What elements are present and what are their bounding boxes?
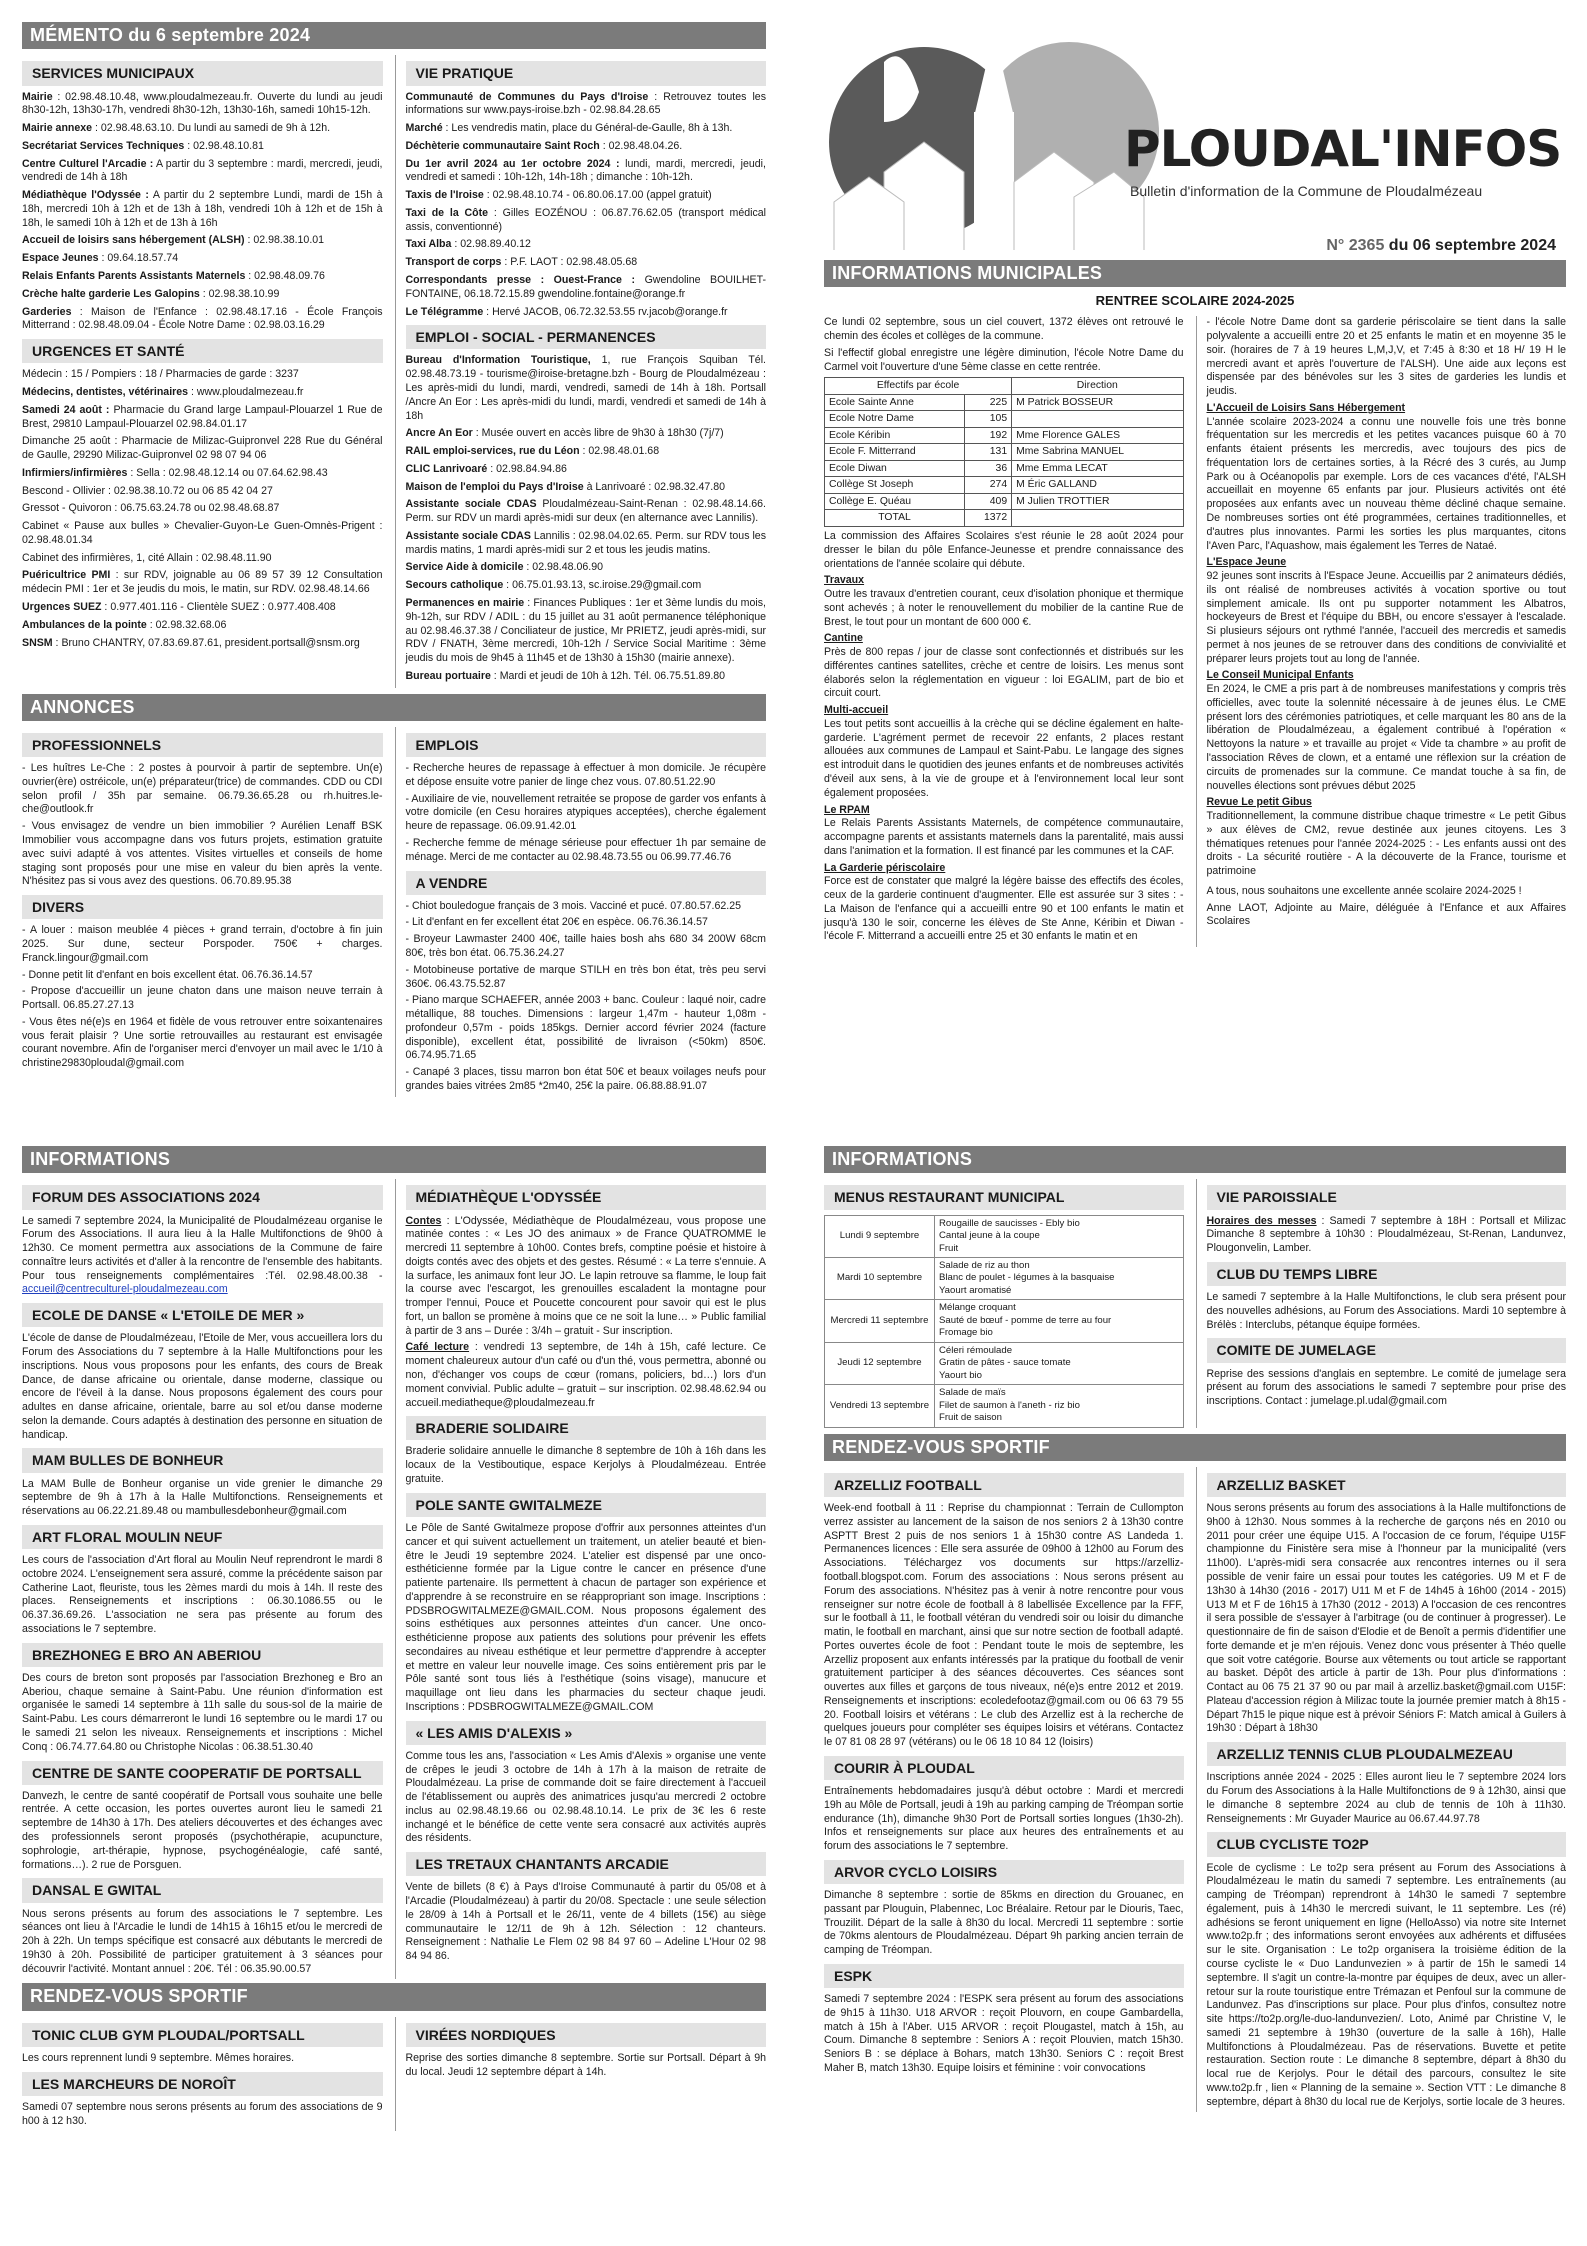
travaux-text: Outre les travaux d'entretien courant, ceux d'isolation phonique et thermique sont achevés ; à noter le renouvellement du mobilier de la cantine Rue de Brest, le tout pour un montant de 600 000 €. xyxy=(824,588,1184,628)
menu-table xyxy=(824,1215,1184,1428)
arvor-text: Dimanche 8 septembre : sortie de 85kms en direction du Grouanec, en passant par Plouguin, Plabennec, Loc Bréalaire. Retour par le Diouris, Taec, Trouzilit. Départ de la salle à 8h30 du local. Mercredi 11 septembre : sortie de 70kms alentours de Ploudalmézeau. Départ 9h parking ancien terrain de camping de Tréompan. xyxy=(824,1889,1184,1957)
arvor-heading: ARVOR CYCLO LOISIRS xyxy=(824,1860,1184,1884)
issue-number: N° 2365 xyxy=(1326,237,1385,254)
memento-entry: Marché : Les vendredis matin, place du Général-de-Gaulle, 8h à 13h. xyxy=(405,122,733,135)
amis-alexis-text: Comme tous les ans, l'association « Les Amis d'Alexis » organise une vente de crêpes le jeudi 3 octobre de 14h à 17h à la maison de retraite de Ploudalmézeau. La prise de commande doit se faire directement à l'accueil de l'établissement ou auprès des animatrices jusqu'au mercredi 2 octobre inclus au 02.98.48.19.66 ou 02.98.48.10.14. Le prix de 3€ les 6 reste inchangé et le bénéfice de cette vente sera consacré aux activités auprès des résidents. xyxy=(405,1749,766,1845)
mediatheque-heading: MÉDIATHÈQUE L'ODYSSÉE xyxy=(406,1185,767,1209)
memento-entry: Le Télégramme : Hervé JACOB, 06.72.32.53.55 rv.jacob@orange.fr xyxy=(405,305,728,318)
effectifs-header: Effectifs par école xyxy=(825,378,1012,395)
basket-heading: ARZELLIZ BASKET xyxy=(1207,1473,1567,1497)
masthead xyxy=(824,22,1566,260)
issue-date: du 06 septembre 2024 xyxy=(1384,237,1556,254)
effectifs-row: Ecole Sainte Anne 225 M Patrick BOSSEUR xyxy=(825,394,1184,411)
commission-text: La commission des Affaires Scolaires s'est réunie le 28 août 2024 pour dresser le bilan du pôle Enfance-Jeunesse et prendre connaissance des orientations de l'année scolaire qui débute. xyxy=(824,529,1184,570)
closing-wish: A tous, nous souhaitons une excellente année scolaire 2024-2025 ! xyxy=(1206,884,1522,897)
emplois-heading: EMPLOIS xyxy=(406,733,767,757)
jumelage-heading: COMITE DE JUMELAGE xyxy=(1207,1338,1567,1362)
temps-libre-text: Le samedi 7 septembre à la Halle Multifonctions, le club sera présent pour des nouvelles adhésions, au Forum des Associations. Mardi 10 septembre à Brélès : Interclubs, pétanque équipe formées. xyxy=(1206,1291,1566,1331)
memento-quadrant xyxy=(22,22,766,1112)
tennis-text: Inscriptions année 2024 - 2025 : Elles auront lieu le 7 septembre 2024 lors du Forum des Associations à la Halle Multifonctions de 9 à 12h30, ainsi que le dimanche 8 septembre 2024 au club de tennis de 10h à 11h30. Renseignements : Mr Guyader Maurice au 06.67.44.97.78 xyxy=(1206,1771,1566,1825)
tretaux-heading: LES TRETAUX CHANTANTS ARCADIE xyxy=(406,1852,767,1876)
basket-text: Nous serons présents au forum des associations à la Halle multifonctions de 9h00 à 12h30. Nous sommes à la recherche de garçons nés en 2010 ou 2011 pour créer une équipe U15. A l'occasion de ce forum, l'équipe U15F championne du Finistère sera mise à l'honneur par la municipalité (vers 11h00). L'après-midi sera consacrée aux rencontres internes ou il sera possible de venir faire un essai pour toutes les catégories. U9 M et F de 13h30 à 14h30 (2016 - 2017) U11 M et F de 14h45 à 16h00 (2014 - 2015) U13 M et F de 16h15 à 17h30 (2012 - 2013) A l'occasion de ces rencontres il sera possible de s'essayer à l'arbitrage (ou de continuer à progresser). Le questionnaire de fin de saison d'Elodie et de Benoît a permis d'identifier une forte demande et je m'en réjouis. Venez donc vous présenter à Théo quelle que soit votre catégorie. Bourse aux vêtements ou tout article se rapportant au basket. Dépôt des article à partir de 13h. Pour plus d'informations : Contact au 06 75 21 37 90 ou par mail à arzelliz.basket@gmail.com U15F: Plateau d'accession région à Milizac toute la journée premier match à 8h15 - Départ 7h15 le pique nique est à prévoir Séniors F: Match amical à Guilers à 19h30 : Départ à 18h30 xyxy=(1206,1502,1566,1735)
effectifs-row: Collège St Joseph 274 M Éric GALLAND xyxy=(825,477,1184,494)
braderie-text: Braderie solidaire annuelle le dimanche 8 septembre de 10h à 16h dans les locaux de la Vestiboutique, espace Kerjolys à Ploudalmézeau. Entrée gratuite. xyxy=(405,1445,766,1486)
cme-text: En 2024, le CME a pris part à de nombreuses manifestations y compris très officielles, avec toute la solennité nécessaire à de jeunes élus. Le CME présent lors des cérémonies patriotiques, et celle marquant les 80 ans de la libération de Ploudalmézeau, a également contribué à l'opération « Nettoyons la nature » et travaille au projet « Vide ta chambre » au profit de l'association Rêves de clown, et a entamé une réflexion sur la création de circuits de promenades sur la commune. Ce mandat touche à sa fin, de nouvelles élections sont prévues début 2025 xyxy=(1206,683,1566,792)
issue-info xyxy=(1326,236,1556,257)
dansal-text: Nous serons présents au forum des associations le 7 septembre. Les séances ont lieu à l'Arcadie le lundi de 14h15 à 16h15 et/ou le mercredi de 20h à 22h. Un temps spécifique est consacré aux débutants le mercredi de 19h30 à 20h. Possibilité de participer gratuitement à 3 séances pour découvrir l'activité. Montant annuel : 20€. Tél : 06.35.90.00.57 xyxy=(22,1907,383,1975)
menus-heading: MENUS RESTAURANT MUNICIPAL xyxy=(824,1185,1184,1209)
annonce-item: - Les huîtres Le-Che : 2 postes à pourvoir à partir de septembre. Un(e) ouvrier(ère) ostréicole, un(e) préparateur(trice) de commandes. CDD ou CDI selon profil / 35h par semaine. 06.79.36.65.28 ou rh.huitres.le-che@outlook.fr xyxy=(22,762,383,816)
alsh-heading: L'Accueil de Loisirs Sans Hébergement xyxy=(1206,401,1406,414)
memento-entry: SNSM : Bruno CHANTRY, 07.83.69.87.61, president.portsall@snsm.org xyxy=(22,636,360,649)
rpam-text: Le Relais Parents Assistants Maternels, de compétence communautaire, accompagne parents et assistants maternels dans la parentalité, mais aussi dans l'animation et la formation. Il est financé par les communes et la CAF. xyxy=(824,817,1184,857)
memento-entry: Communauté de Communes du Pays d'Iroise : Retrouvez toutes les informations sur www.pays-iroise.bzh - 02.98.84.28.65 xyxy=(405,90,766,117)
rpam-heading: Le RPAM xyxy=(824,803,870,816)
memento-entry: Maison de l'emploi du Pays d'Iroise à Lanrivoaré : 02.98.32.47.80 xyxy=(405,480,725,493)
temps-libre-heading: CLUB DU TEMPS LIBRE xyxy=(1207,1262,1567,1286)
annonce-item: - Recherche heures de repassage à effectuer à mon domicile. Je récupère et dépose ensuite votre panier de linge chez vous. 07.80.51.22.90 xyxy=(405,762,766,788)
centre-sante-text: Danvezh, le centre de santé coopératif de Portsall vous souhaite une belle rentrée. A cette occasion, les portes ouvertes auront lieu le samedi 21 septembre de 14h30 à 17h. Des ateliers découvertes et des échanges avec des professionnels seront proposés (psychothérapie, acupuncture, sophrologie, art-thérapie, hypnose, psychogénéalogie, café santé, formations…). 2 rue de Porsguen. xyxy=(22,1789,383,1871)
annonce-item: - Vous envisagez de vendre un bien immobilier ? Aurélien Lenaff BSK Immobilier vous accompagne dans vos futurs projets, estimation gratuite avec suivi adapté à vos attentes. Visites virtuelles et conseils de home staging sont proposés pour une mise en valeur du bien après la vente. N'hésitez pas si vous avez des questions. 06.70.89.95.38 xyxy=(22,820,383,888)
informations-title-right: INFORMATIONS xyxy=(824,1146,1566,1173)
mam-text: La MAM Bulle de Bonheur organise un vide grenier le dimanche 29 septembre de 9h à 17h à la Halle Multifonctions. Renseignements et réservations au 06.22.21.89.48 ou mambullesdebonheur@gmail.com xyxy=(22,1477,383,1518)
memento-entry: Du 1er avril 2024 au 1er octobre 2024 : lundi, mardi, mercredi, jeudi, vendredi et samedi : 10h-12h, 14h-18h ; dimanche : 10h-12h. xyxy=(405,157,766,184)
espace-jeune-text: 92 jeunes sont inscrits à l'Espace Jeune. Accueillis par 2 animateurs dédiés, ils ont réalisé de nombreuses activités à vocation sportive ou tout simplement amicale. Ils ont pu supporter notamment les Albatros, hockeyeurs de Brest et l'équipe du BBH, ou encore s'essayer à l'escalade. Si plusieurs séjours ont rythmé l'année, l'accueil des mercredis et samedis permet à nos jeunes de se retrouver dans des conditions de convivialité et préparer leurs projets tout au long de l'année. xyxy=(1206,570,1566,665)
memento-entry: Assistante sociale CDAS Lannilis : 02.98.04.02.65. Perm. sur RDV tous les mardis matins, 1 mardi après-midi sur 2 et tous les jeudis matins. xyxy=(405,529,766,556)
tretaux-text: Vente de billets (8 €) à Pays d'Iroise Communauté à partir du 05/08 et à l'Arcadie (Ploudalmézeau) à partir du 20/08. Spectacle : une seule sélection le 28/09 à 14h à Portsall et le 26/11, vente de 4 billets (15€) au siège communautaire le 12/11 de 9h à 12h. Sélection : 12 chanteurs. Renseignement : Nathalie Le Flem 02 98 84 97 60 – Adeline L'Hour 02 98 84 94 86. xyxy=(405,1881,766,1963)
memento-entry: Déchèterie communautaire Saint Roch : 02.98.48.04.26. xyxy=(405,139,683,152)
marcheurs-text: Samedi 07 septembre nous serons présents au forum des associations de 9 h00 à 12 h30. xyxy=(22,2100,383,2127)
espk-heading: ESPK xyxy=(824,1964,1184,1988)
art-floral-text: Les cours de l'association d'Art floral au Moulin Neuf reprendront le mardi 8 octobre 2024. L'enseignement sera assuré, comme la précédente saison par Catherine Laot, fleuriste, tous les 2èmes mardi du mois à 14h. Il reste des places. Renseignements et inscriptions : 06.30.1086.55 ou le 06.37.36.69.26. L'association ne sera pas présente au forum des associations le 7 septembre. xyxy=(22,1554,383,1635)
services-list xyxy=(22,91,383,333)
effectifs-table xyxy=(824,377,1184,527)
multi-accueil-heading: Multi-accueil xyxy=(824,704,889,717)
effectifs-total-row: TOTAL 1372 xyxy=(825,510,1184,527)
a-vendre-list xyxy=(406,900,767,1094)
memento-entry: Permanences en mairie : Finances Publiques : 1er et 3ème lundis du mois, 9h-12h, sur RDV / ADIL : du 15 juillet au 31 août permanence téléphonique au 02.98.46.37.38 / Conciliateur de justice, Mr PRIETZ, jeudi après-midi, sur RDV / FNATH, 3ème mercredi, 10h-12h / Service Social Maritime : 3ème jeudis du mois de 9h45 à 11h45 et de 13h30 à 15h30 (mairie annexe). xyxy=(405,596,766,665)
danse-text: L'école de danse de Ploudalmézeau, l'Etoile de Mer, vous accueillera lors du Forum des Associations du 7 septembre à la Halle Multifonctions pour les inscriptions. Nous vous proposons pour les enfants, des cours de Break Dance, de danse africaine ou orientale, danse moderne, classique ou encore de l'éveil à la danse. Nous proposons également des cours pour adultes en danse africaine, orientale, barre au sol et/ou danse moderne selon la demande. Cours adaptés à destination des personne en situation de handicap. xyxy=(22,1332,383,1441)
memento-entry: Infirmiers/infirmières : Sella : 02.98.48.12.14 ou 07.64.62.98.43 xyxy=(22,466,328,479)
memento-entry: Médecins, dentistes, vétérinaires : www.ploudalmezeau.fr xyxy=(22,386,304,399)
memento-entry: Mairie annexe : 02.98.48.63.10. Du lundi au samedi de 9h à 12h. xyxy=(22,122,331,135)
dansal-heading: DANSAL E GWITAL xyxy=(22,1878,383,1902)
memento-entry: Relais Enfants Parents Assistants Maternels : 02.98.48.09.76 xyxy=(22,270,325,282)
annonce-item: - Motobineuse portative de marque STILH en très bon état, très peu servi 360€. 06.43.75.52.87 xyxy=(405,963,766,990)
memento-entry: Bescond - Ollivier : 02.98.38.10.72 ou 06 85 42 04 27 xyxy=(22,484,273,497)
memento-entry: Médiathèque l'Odyssée : A partir du 2 septembre Lundi, mardi de 15h à 18h, mercredi 10h à 12h et de 13h à 18h, vendredi 10h à 12h et de 15h à 18h, le samedi 10h à 12h et de 13h à 16h xyxy=(22,189,383,229)
menu-row: Vendredi 13 septembre Salade de maïs Filet de saumon à l'aneth - riz bio Fruit de saison xyxy=(825,1385,1184,1427)
closing-signature: Anne LAOT, Adjointe au Maire, déléguée à l'Enfance et aux Affaires Scolaires xyxy=(1206,901,1566,928)
memento-entry: Secrétariat Services Techniques : 02.98.48.10.81 xyxy=(22,139,264,152)
cantine-text: Près de 800 repas / jour de classe sont confectionnés et distribués sur les différentes cantines satellites, crèche et centre de loisirs. Les menus sont élaborés selon la réglementation en vigueur : loi EGALIM, part de bio et circuit court. xyxy=(824,646,1184,700)
divers-list xyxy=(22,924,383,1071)
contes-text: Contes : L'Odyssée, Médiathèque de Ploudalmézeau, vous propose une matinée contes : « Les JO des animaux » de France QUATROMME le mercredi 11 septembre à 10h00. Contes brefs, comptine poésie et histoire à doigts contés avec des objets et des gestes. Résumé : « La terre s'ennuie. A la surface, les animaux font leur JO. Le lapin retrouve sa flamme, le loup fait la course avec l'escargot, les grenouilles escaladent la montagne pour tromper l'ennui, Pouce et Poucette concourent pour savoir qui est le plus fort, un ballon se promène à moins que ce ne soit la lune… » Public familial à partir de 3 ans – Durée : 3/4h – gratuit - Sur inscription. xyxy=(405,1214,766,1337)
effectifs-row: Collège E. Quéau 409 M Julien TROTTIER xyxy=(825,493,1184,510)
memento-entry: Garderies : Maison de l'Enfance : 02.98.48.17.16 - École François Mitterrand : 02.98.48.09.04 - École Notre Dame : 02.98.03.16.29 xyxy=(22,305,383,332)
memento-entry: Secours catholique : 06.75.01.93.13, sc.iroise.29@gmail.com xyxy=(405,579,702,592)
art-floral-heading: ART FLORAL MOULIN NEUF xyxy=(22,1525,383,1549)
garderie-text: Force est de constater que malgré la légère baisse des effectifs des écoles, ceux de la garderie continuent d'augmenter. Elle est assurée sur 3 sites : - La Maison de l'enfance qui a accueilli entre 90 et 100 enfants le matin et jusqu'à 130 le soir, concerne les élèves de Ste Anne, Kéribin et Diwan - l'école F. Mitterrand a accueilli entre 25 et 30 enfants le matin et en xyxy=(824,875,1184,943)
football-heading: ARZELLIZ FOOTBALL xyxy=(824,1473,1184,1497)
multi-accueil-text: Les tout petits sont accueillis à la crèche qui se décline également en halte-garderie. L'agrément permet de recevoir 22 enfants, 2 places restant allouées aux communes de Lampaul et Saint-Pabu. Le langage des signes est introduit dans le quotidien des jeunes enfants et de nombreuses activités d'éveil aux sens, à la vie de groupe et à l'environnement local leur sont également proposées. xyxy=(824,717,1184,799)
memento-entry: Urgences SUEZ : 0.977.401.116 - Clientèle SUEZ : 0.977.408.408 xyxy=(22,600,336,613)
amis-alexis-heading: « LES AMIS D'ALEXIS » xyxy=(406,1721,767,1745)
memento-entry: Dimanche 25 août : Pharmacie de Milizac-Guipronvel 228 Rue du Général de Gaulle, 29290 Milizac-Guipronvel 02 98 07 94 06 xyxy=(22,435,383,462)
gibus-heading: Revue Le petit Gibus xyxy=(1206,796,1312,809)
rentree-heading: RENTREE SCOLAIRE 2024-2025 xyxy=(1095,293,1295,309)
menu-row: Mercredi 11 septembre Mélange croquant Sauté de bœuf - pomme de terre au four Fromage bio xyxy=(825,1300,1184,1342)
effectifs-row: Ecole Notre Dame 105 xyxy=(825,411,1184,428)
forum-heading: FORUM DES ASSOCIATIONS 2024 xyxy=(22,1185,383,1209)
tonic-text: Les cours reprennent lundi 9 septembre. Mêmes horaires. xyxy=(22,2051,295,2064)
paroisse-text: Horaires des messes : Samedi 7 septembre à 18H : Portsall et Milizac Dimanche 8 septembre à 10h30 : Ploudalmézeau, St-Renan, Landunvez, Plougonvelin, Lamber. xyxy=(1206,1214,1566,1255)
emploi-heading: EMPLOI - SOCIAL - PERMANENCES xyxy=(406,325,767,349)
emploi-list xyxy=(406,354,767,683)
gibus-text: Traditionnellement, la commune distribue chaque trimestre « Le petit Gibus » aux élèves de CM2, revue destinée aux jeunes citoyens. Les 3 thématiques retenues pour l'année 2024-2025 : - Les enfants aussi ont des droits - La sécurité routière - A la découverte de la France, tourisme et patrimoine xyxy=(1206,810,1566,878)
divers-heading: DIVERS xyxy=(22,895,383,919)
alsh-text: L'année scolaire 2023-2024 a connu une nouvelle fois une très bonne fréquentation sur les mercredis et les petites vacances puisque 60 à 70 enfants étaient présents les mercredis, avec toujours des pics de fréquentation lors de certaines sorties, à la Récré des 3 curés, au Jump Park ou à Océanopolis par exemple. Lors de ces vacances d'été, l'ALSH accueillait en moyenne 65 enfants par jour. Plusieurs activités ont été proposées aux enfants avec un nouveau thème décliné chaque semaine. De nombreuses sorties ont été programmées, certaines traditionnelles, et d'autres plus innovantes. Parmi les sorties les plus marquantes, citons l'Aven Parc, l'Aquashow, mais également les Terres de Nataé. xyxy=(1206,415,1566,552)
memento-entry: Cabinet des infirmières, 1, cité Allain : 02.98.48.11.90 xyxy=(22,551,272,564)
menu-row: Mardi 10 septembre Salade de riz au thon Blanc de poulet - légumes à la basquaise Yaourt aromatisé xyxy=(825,1257,1184,1299)
cafe-lecture-text: Café lecture : vendredi 13 septembre, de 14h à 15h, café lecture. Ce moment chaleureux autour d'un café ou d'un thé, vous permettra, abonné ou non, d'échanger vos coups de cœur (romans, policiers, bd…) lors d'un moment convivial. Public adulte – gratuit – sur inscription. 02.98.48.62.94 ou accueil.mediatheque@ploudalmezeau.fr xyxy=(405,1341,766,1409)
memento-entry: Taxi de la Côte : Gilles EOZÉNOU : 06.87.76.62.05 (transport médical assis, conventionné) xyxy=(405,206,766,233)
sport-title-right: RENDEZ-VOUS SPORTIF xyxy=(824,1434,1566,1461)
a-vendre-heading: A VENDRE xyxy=(406,871,767,895)
memento-entry: Correspondants presse : Ouest-France : Gwendoline BOUILHET-FONTAINE, 06.18.72.15.89 gwendoline.fontaine@orange.fr xyxy=(405,274,766,300)
cme-heading: Le Conseil Municipal Enfants xyxy=(1206,669,1354,682)
effectifs-row: Ecole Diwan 36 Mme Emma LECAT xyxy=(825,460,1184,477)
emplois-list xyxy=(406,762,767,864)
rentree-intro-1: Ce lundi 02 septembre, sous un ciel couvert, 1372 élèves ont retrouvé le chemin des écoles et collèges de la commune. xyxy=(824,316,1184,343)
travaux-heading: Travaux xyxy=(824,574,865,587)
annonce-item: - Piano marque SCHAEFER, année 2003 + banc. Couleur : laqué noir, cadre métallique, 88 touches. Dimensions : largeur 1,47m - hauteur 1,08m - profondeur 0,57m - poids 185kgs. Dernier accord février 2024 (facture disponible), excellent état, possibilité de livraison (<50km) 850€. 06.74.95.71.65 xyxy=(405,994,766,1062)
centre-sante-heading: CENTRE DE SANTE COOPERATIF DE PORTSALL xyxy=(22,1761,383,1785)
informations-title: INFORMATIONS xyxy=(22,1146,766,1173)
memento-entry: Mairie : 02.98.48.10.48, www.ploudalmezeau.fr. Ouverte du lundi au jeudi 8h30-12h, 13h30-17h, vendredi 8h30-12h, 13h30-16h, samedi 10h15-12h. xyxy=(22,90,383,117)
annonce-item: - A louer : maison meublée 4 pièces + grand terrain, d'octobre à fin juin 2025. Sur dune, secteur Porspoder. 750€ + charges. Franck.lingour@gmail.com xyxy=(22,924,383,964)
memento-entry: Service Aide à domicile : 02.98.48.06.90 xyxy=(405,561,603,574)
courir-text: Entraînements hebdomadaires jusqu'à début octobre : Mardi et mercredi 19h au Môle de Portsall, jeudi à 19h au parking camping de Tréompan sortie endurance (1h), dimanche 9h30 Port de Portsall sorties longues (1h30-2h). Infos et renseignements sur place aux heures des entraînements et au forum des associations le 7 septembre. xyxy=(824,1785,1184,1853)
espk-text: Samedi 7 septembre 2024 : l'ESPK sera présent au forum des associations de 9h15 à 11h30. U18 ARVOR : reçoit Plouvorn, en coupe Gambardella, match à 15h à l'Aber. U15 ARVOR : reçoit Plougastel, match à 15h, au Coum. Dimanche 8 septembre : Seniors A : reçoit Plouvien, match 15h30. Seniors B : se déplace à Bohars, match 13h30. Seniors C : reçoit Brest Maher B, match 13h30. Equipe loisirs et féminine : voir convocations xyxy=(824,1993,1184,2075)
memento-entry: Gressot - Quivoron : 06.75.63.24.78 ou 02.98.48.68.87 xyxy=(22,502,280,515)
effectifs-row: Ecole Kéribin 192 Mme Florence GALES xyxy=(825,427,1184,444)
memento-entry: Ambulances de la pointe : 02.98.32.68.06 xyxy=(22,618,227,631)
memento-entry: Cabinet « Pause aux bulles » Chevalier-Guyon-Le Guen-Omnès-Prigent : 02.98.48.01.34 xyxy=(22,520,383,546)
memento-entry: Médecin : 15 / Pompiers : 18 / Pharmacies de garde : 3237 xyxy=(22,368,299,381)
forum-text: Le samedi 7 septembre 2024, la Municipalité de Ploudalmézeau organise le Forum des Associations. Il aura lieu à la Halle Multifonctions de 9h00 à 12h30. Ce moment permettra aux associations de la Commune de faire connaître leurs activités et d'aller à la rencontre de l'ensemble des habitants. Pour tous renseignements complémentaires :Tél. 02.98.48.00.38 - accueil@centreculturel-ploudalmezeau.com xyxy=(22,1214,383,1296)
memento-entry: Accueil de loisirs sans hébergement (ALSH) : 02.98.38.10.01 xyxy=(22,234,325,247)
urgences-list xyxy=(22,368,383,650)
memento-entry: Crèche halte garderie Les Galopins : 02.98.38.10.99 xyxy=(22,287,280,300)
brezhoneg-text: Des cours de breton sont proposés par l'association Brezhoneg e Bro an Aberiou, chaque semaine à Saint-Pabu. Une réunion d'information est organisée le samedi 14 septembre à 11h salle du sous-sol de la mairie de Saint-Pabu. Les cours démarreront le lundi 16 septembre ou le mardi 17 ou le samedi 21 selon les niveaux. Renseignements et inscriptions : Michel Conq : 06.74.77.64.80 ou Christophe Nicolas : 06.38.51.30.40 xyxy=(22,1671,383,1753)
menu-row: Lundi 9 septembre Rougaille de saucisses - Ebly bio Cantal jeune à la coupe Fruit xyxy=(825,1215,1184,1257)
virees-heading: VIRÉES NORDIQUES xyxy=(406,2023,767,2047)
memento-entry: Transport de corps : P.F. LAOT : 02.98.48.05.68 xyxy=(405,256,638,269)
danse-heading: ECOLE DE DANSE « L'ETOILE DE MER » xyxy=(22,1303,383,1327)
municipales-title: INFORMATIONS MUNICIPALES xyxy=(824,260,1566,287)
memento-entry: CLIC Lanrivoaré : 02.98.84.94.86 xyxy=(405,462,567,475)
pole-sante-heading: POLE SANTE GWITALMEZE xyxy=(406,1493,767,1517)
memento-entry: Puéricultrice PMI : sur RDV, joignable au 06 89 57 39 12 Consultation médecin PMI : 1er et 3e jeudis du mois, le matin, sur RDV. 02.98.48.14.66 xyxy=(22,569,383,596)
informations-quadrant xyxy=(22,1146,766,2236)
memento-entry: Taxis de l'Iroise : 02.98.48.10.74 - 06.80.06.17.00 (appel gratuit) xyxy=(405,189,712,202)
tonic-heading: TONIC CLUB GYM PLOUDAL/PORTSALL xyxy=(22,2023,383,2047)
annonce-item: - Canapé 3 places, tissu marron bon état 50€ et beaux voilages neufs pour grandes baies vitrées 2m85 *2m40, 25€ la paire. 06.88.88.91.07 xyxy=(405,1066,766,1092)
bulletin-title: PLOUDAL'INFOS xyxy=(1124,120,1562,178)
memento-entry: Bureau d'Information Touristique, 1, rue François Squiban Tél. 02.98.48.73.19 - tourisme@iroise-bretagne.bzh - Bourg de Ploudalmézeau : Les après-midi du lundi, mardi, vendredi, samedi de 14h à 18h. Portsall /Ancre An Eor : Les après-midi du lundi, mardi, vendredi et samedi de 14h à 18h xyxy=(405,354,766,422)
annonce-item: - Vous êtes né(e)s en 1964 et fidèle de vous retrouver entre soixantenaires vous ferait plaisir ? Une sortie retrouvailles au restaurant est envisagée courant novembre. Afin de l'organiser merci d'envoyer un mail avec le 1/10 à christine29830ploudal@gmail.com xyxy=(22,1015,383,1070)
memento-entry: Taxi Alba : 02.98.89.40.12 xyxy=(405,238,531,251)
garderie-heading: La Garderie périscolaire xyxy=(824,861,946,874)
urgences-heading: URGENCES ET SANTÉ xyxy=(22,339,383,363)
vie-pratique-list xyxy=(406,91,767,320)
professionnels-heading: PROFESSIONNELS xyxy=(22,733,383,757)
forum-email-link[interactable]: accueil@centreculturel-ploudalmezeau.com xyxy=(22,1283,228,1296)
annonces-title: ANNONCES xyxy=(22,694,766,721)
memento-entry: Assistante sociale CDAS Ploudalmézeau-Saint-Renan : 02.98.48.14.66. Perm. sur RDV un mardi après-midi sur deux (en alternance avec Lannilis). xyxy=(405,498,766,525)
annonce-item: - Broyeur Lawmaster 2400 40€, taille haies bosh ahs 680 34 200W 68cm 80€, très bon état. 06.75.36.24.27 xyxy=(405,933,766,959)
memento-entry: Ancre An Eor : Musée ouvert en accès libre de 9h30 à 18h30 (7j/7) xyxy=(405,427,724,440)
memento-entry: Samedi 24 août : Pharmacie du Grand large Lampaul-Plouarzel 1 Rue de Brest, 29810 Lampaul-Plouarzel 02.98.84.01.17 xyxy=(22,403,383,430)
informations-sport-quadrant xyxy=(824,1146,1566,2236)
espace-jeune-heading: L'Espace Jeune xyxy=(1206,556,1287,569)
memento-entry: RAIL emploi-services, rue du Léon : 02.98.48.01.68 xyxy=(405,445,660,458)
annonce-item: - Auxiliaire de vie, nouvellement retraitée se propose de garder vos enfants à votre domicile (en Cesu horaires atypiques acceptées), cherche également heure de repassage. 06.09.91.42.01 xyxy=(405,792,766,833)
memento-entry: Centre Culturel l'Arcadie : A partir du 3 septembre : mardi, mercredi, jeudi, vendredi de 14h à 18h xyxy=(22,157,383,184)
municipales-quadrant xyxy=(824,22,1566,1112)
vie-pratique-heading: VIE PRATIQUE xyxy=(406,61,767,85)
direction-header: Direction xyxy=(1012,378,1183,395)
memento-entry: Bureau portuaire : Mardi et jeudi de 10h à 12h. Tél. 06.75.51.89.80 xyxy=(405,669,726,682)
football-text: Week-end football à 11 : Reprise du championnat : Terrain de Cullompton verrez assister au lancement de la saison de nos seniors 2 à 13h30 contre ASPTT Brest 2 puis de nos seniors 1 à 15h30 contre AS Landeda 1. Permanences licences : Elle sera assurée de 09h00 à 12h00 au Forum des Associations. Téléchargez vos documents sur https://arzelliz-football.blogspot.com. Forum des associations : Nous serons présent au Forum des associations. N'hésitez pas à venir à notre rencontre pour vous renseigner sur notre école de football à 8 labellisée Excellence par la FFF, sur le football à 11, le football vétéran du vendredi soir ou loisir du dimanche matin, le football en marchant, ainsi que sur notre section de football adapté. Portes ouvertes école de foot : Pendant toute le mois de septembre, les Arzelliz proposent aux enfants intéressés par la pratique du football de venir gratuitement participer à des séances découvertes. Ces séances sont ouvertes aux filles et garçons de tous niveaux, né(e)s entre 2012 et 2019. Renseignements et inscriptions: ecoledefootaz@gmail.com ou 06 63 79 55 20. Football loisirs et vétérans : Le club des Arzelliz est à la recherche de quelques joueurs pour compléter ses équipes loisirs et vétérans. Contactez le 07 81 08 28 97 (vétérans) ou le 06 18 10 84 12 (loisirs) xyxy=(824,1502,1184,1749)
brezhoneg-heading: BREZHONEG E BRO AN ABERIOU xyxy=(22,1643,383,1667)
courir-heading: COURIR À PLOUDAL xyxy=(824,1756,1184,1780)
annonce-item: - Chiot bouledogue français de 3 mois. Vacciné et pucé. 07.80.57.62.25 xyxy=(405,899,741,912)
annonce-item: - Propose d'accueillir un jeune chaton dans une maison neuve terrain à Portsall. 06.85.27.27.13 xyxy=(22,985,383,1012)
braderie-heading: BRADERIE SOLIDAIRE xyxy=(406,1416,767,1440)
memento-entry: Espace Jeunes : 09.64.18.57.74 xyxy=(22,252,179,265)
annonce-item: - Donne petit lit d'enfant en bois excellent état. 06.76.36.14.57 xyxy=(22,968,313,981)
annonce-item: - Lit d'enfant en fer excellent état 20€ en espèce. 06.76.36.14.57 xyxy=(405,916,708,929)
paroisse-heading: VIE PAROISSIALE xyxy=(1207,1185,1567,1209)
effectifs-row: Ecole F. Mitterrand 131 Mme Sabrina MANUEL xyxy=(825,444,1184,461)
menu-row: Jeudi 12 septembre Céleri rémoulade Gratin de pâtes - sauce tomate Yaourt bio xyxy=(825,1342,1184,1384)
sport-title-left: RENDEZ-VOUS SPORTIF xyxy=(22,1983,766,2010)
virees-text: Reprise des sorties dimanche 8 septembre. Sortie sur Portsall. Départ à 9h du local. Jeudi 12 septembre départ à 14h. xyxy=(405,2051,766,2078)
cantine-heading: Cantine xyxy=(824,632,863,645)
marcheurs-heading: LES MARCHEURS DE NOROÎT xyxy=(22,2072,383,2096)
pole-sante-text: Le Pôle de Santé Gwitalmeze propose d'offrir aux personnes atteintes d'un cancer et qui suivent actuellement un traitement, un atelier beauté et bien-être le Jeudi 19 septembre 2024. L'atelier est dispensé par une onco-esthéticienne formée par la Ligue contre le cancer en présence d'une patiente partenaire. Ils permettent à chacun de partager son expérience et d'apprendre à se reconstruire en se réappropriant son image. Inscriptions : PDSBROGWITALMEZE@GMAIL.COM. Nous proposons également des soins esthétiques aux personnes atteintes d'un cancer. Une onco-esthéticienne propose aux patients des solutions pour prévenir les effets secondaires au niveau esthétique et leur permettre d'apprendre à accepter et mettre en valeur leur nouvelle image. Ces soins entièrement pris par le Pôle santé sont tous liés à l'esthétique (soins visage), manucure et maquillage ont lieu dans les pharmacies du secteur chaque jeudi. Inscriptions : PDSBROGWITALMEZE@GMAIL.COM xyxy=(405,1521,766,1713)
cycliste-heading: CLUB CYCLISTE TO2P xyxy=(1207,1832,1567,1856)
professionnels-list xyxy=(22,762,383,889)
rentree-intro-2: Si l'effectif global enregistre une légère diminution, l'école Notre Dame du Carmel voit l'ouverture d'une 5ème classe en cette rentrée. xyxy=(824,346,1184,373)
services-heading: SERVICES MUNICIPAUX xyxy=(22,61,383,85)
notre-dame-garderie-text: - l'école Notre Dame dont sa garderie périscolaire se tient dans la salle polyvalente a accueilli entre 20 et 25 enfants le matin et en moyenne 35 le soir. (horaires de 7 à 19 heures L,M,J,V, et 7:45 à 8:30 et 18 H/ 19 H le mercredi avant et après l'ouverture de l'ALSH). Une aide aux leçons est dispensée par des bénévoles sur les 3 sites de garderies les lundis et jeudis. xyxy=(1206,316,1566,398)
cycliste-text: Ecole de cyclisme : Le to2p sera présent au Forum des Associations à Ploudalmézeau le matin du samedi 7 septembre. Les entraînements (au camping de Tréompan) reprendront à 14h30 le samedi 7 septembre également, puis à 14h30 le mercredi suivant, le 11 septembre. Les (ré) adhésions se feront uniquement en ligne (HelloAsso) via notre site Internet www.to2p.fr ; des informations seront envoyées aux adhérents et diffusées sur le site. Organisation : Le to2p organisera la troisième édition de la course cycliste le « Duo Landunvezien » à partir de 15h le samedi 14 septembre. Il s'agit un contre-la-montre par équipes de deux, avec un aller-retour sur la route touristique entre Trémazan et Penfoul sur la commune de Landunvez. Pas d'inscriptions sur place. Pour plus d'infos, consultez notre site https://to2p.org/le-duo-landunvezien/. Loto, Animé par Christine V, le samedi 21 septembre à 19h30 (ouverture de la salle à 16h), Halle Multifonctions à Ploudalmézeau. Pas de réservations. Buvette et petite restauration. Section route : Le dimanche 8 septembre, départ à 8h30 du local rue de Kerjolys. Pour le détail des parcours, consultez le site www.to2p.fr , lien « Planning de la semaine ». Section VTT : Le dimanche 8 septembre, départ à 8h30 du local rue de Kerjolys, sortie locale de 3 heures. xyxy=(1206,1861,1566,2108)
mam-heading: MAM BULLES DE BONHEUR xyxy=(22,1448,383,1472)
annonce-item: - Recherche femme de ménage sérieuse pour effectuer 1h par semaine de ménage. Merci de me contacter au 02.98.48.73.55 ou 06.99.77.46.76 xyxy=(405,836,766,863)
bulletin-subtitle: Bulletin d'information de la Commune de Ploudalmézeau xyxy=(1130,183,1483,199)
memento-title: MÉMENTO du 6 septembre 2024 xyxy=(22,22,766,49)
tennis-heading: ARZELLIZ TENNIS CLUB PLOUDALMEZEAU xyxy=(1207,1742,1567,1766)
jumelage-text: Reprise des sessions d'anglais en septembre. Le comité de jumelage sera présent au forum des associations le samedi 7 septembre pour prise des inscriptions. Contact : jumelage.pl.udal@gmail.com xyxy=(1206,1367,1566,1408)
